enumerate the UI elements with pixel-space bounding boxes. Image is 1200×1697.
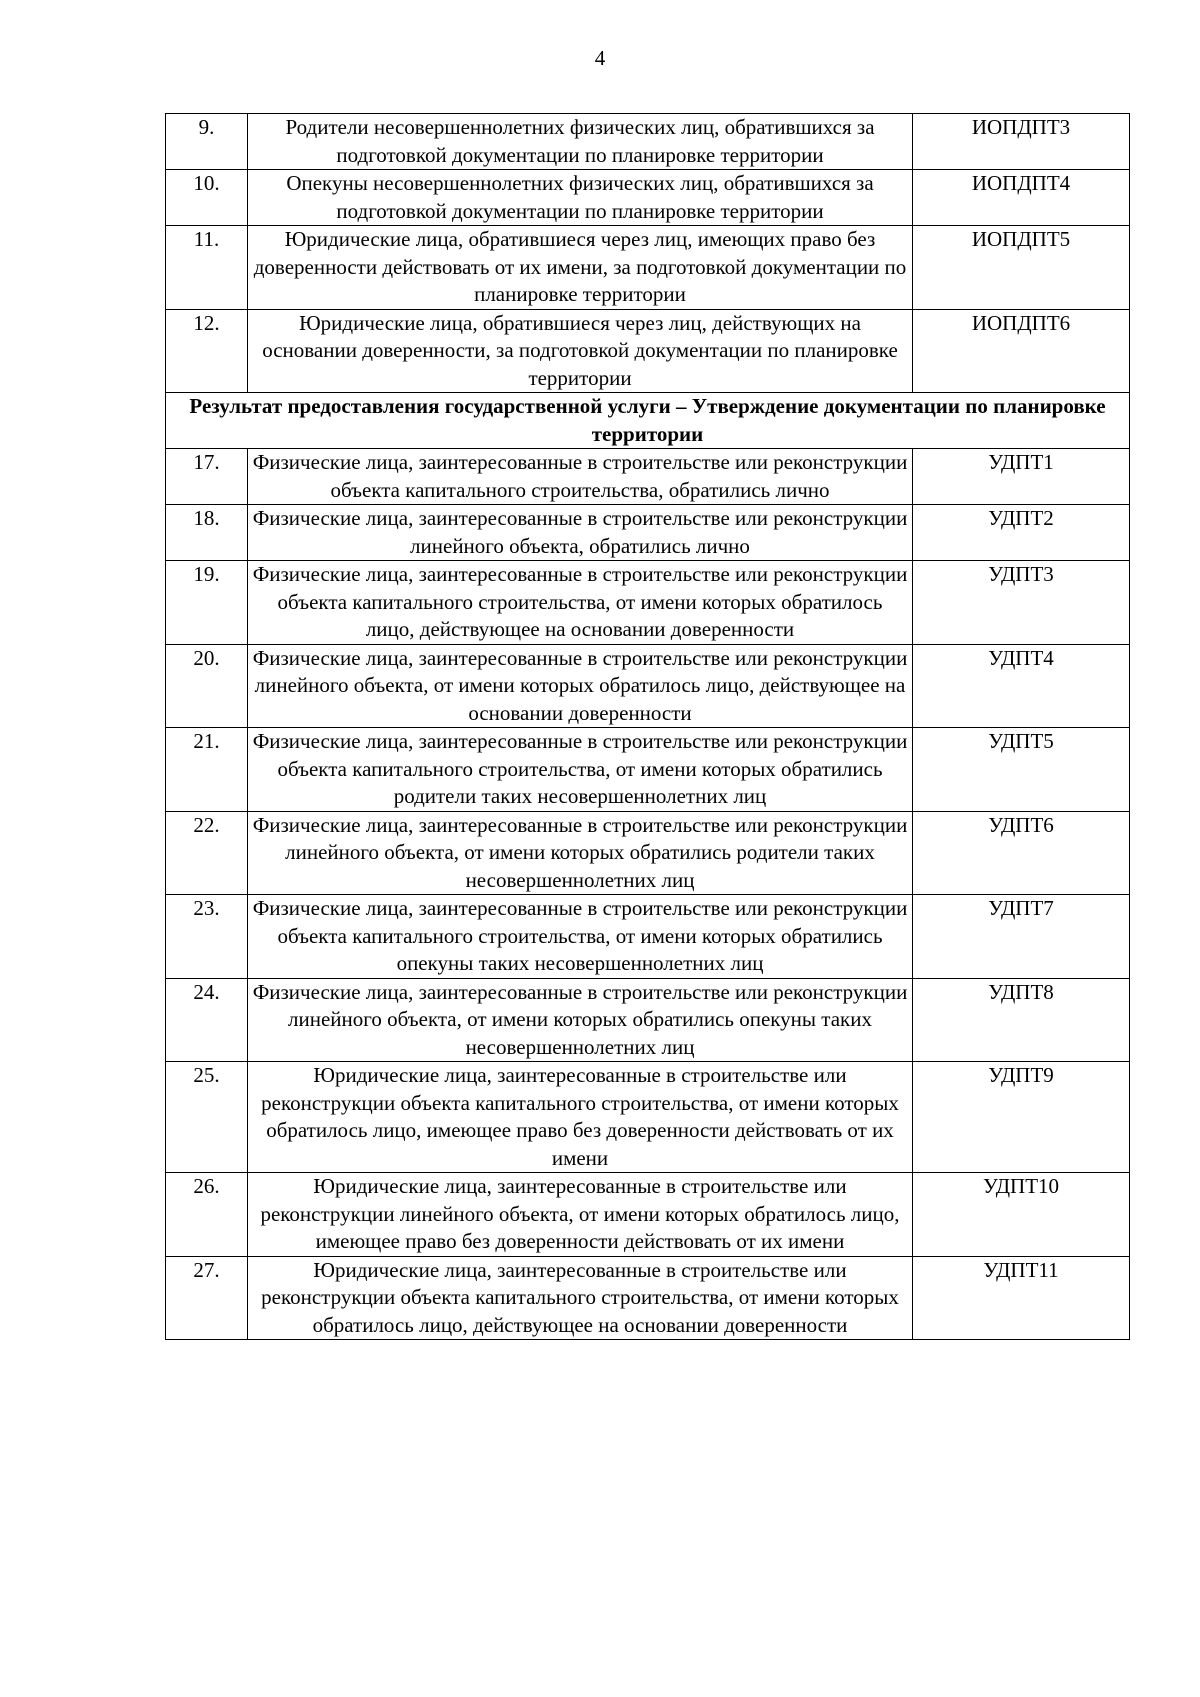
- document-table: [165, 113, 1130, 1340]
- row-number: 24.: [166, 978, 248, 1062]
- row-code: УДПТ1: [913, 449, 1130, 505]
- row-code: УДПТ7: [913, 895, 1130, 979]
- row-description: Физические лица, заинтересованные в строительстве или реконструкции объекта капитального строительства, обратились лично: [248, 449, 913, 505]
- page-number: 4: [594, 46, 606, 70]
- table-row: [166, 505, 1130, 561]
- row-description: Физические лица, заинтересованные в строительстве или реконструкции линейного объекта, от имени которых обратились родители таких несовершеннолетних лиц: [248, 811, 913, 895]
- table-row: [166, 1256, 1130, 1340]
- table-row: [166, 170, 1130, 226]
- row-description: Физические лица, заинтересованные в строительстве или реконструкции объекта капитального строительства, от имени которых обратились опекуны таких несовершеннолетних лиц: [248, 895, 913, 979]
- row-number: 26.: [166, 1173, 248, 1257]
- row-code: ИОПДПТ5: [913, 226, 1130, 310]
- row-description: Опекуны несовершеннолетних физических лиц, обратившихся за подготовкой документации по планировке территории: [248, 170, 913, 226]
- row-number: 19.: [166, 561, 248, 645]
- row-code: УДПТ3: [913, 561, 1130, 645]
- row-description: Юридические лица, заинтересованные в строительстве или реконструкции объекта капитального строительства, от имени которых обратилось лицо, действующее на основании доверенности: [248, 1256, 913, 1340]
- row-number: 21.: [166, 728, 248, 812]
- row-number: 17.: [166, 449, 248, 505]
- row-code: ИОПДПТ3: [913, 114, 1130, 170]
- row-code: УДПТ4: [913, 644, 1130, 728]
- row-number: 22.: [166, 811, 248, 895]
- row-description: Юридические лица, заинтересованные в строительстве или реконструкции линейного объекта, от имени которых обратилось лицо, имеющее право без доверенности действовать от их имени: [248, 1173, 913, 1257]
- row-code: УДПТ11: [913, 1256, 1130, 1340]
- row-number: 27.: [166, 1256, 248, 1340]
- row-description: Юридические лица, обратившиеся через лиц, действующих на основании доверенности, за подготовкой документации по планировке территории: [248, 309, 913, 393]
- table-row: [166, 895, 1130, 979]
- section-header-row: [166, 393, 1130, 449]
- table-row: [166, 728, 1130, 812]
- row-description: Физические лица, заинтересованные в строительстве или реконструкции объекта капитального строительства, от имени которых обратились родители таких несовершеннолетних лиц: [248, 728, 913, 812]
- row-number: 9.: [166, 114, 248, 170]
- row-code: УДПТ5: [913, 728, 1130, 812]
- row-code: УДПТ10: [913, 1173, 1130, 1257]
- row-number: 23.: [166, 895, 248, 979]
- row-code: УДПТ6: [913, 811, 1130, 895]
- row-number: 10.: [166, 170, 248, 226]
- row-description: Физические лица, заинтересованные в строительстве или реконструкции объекта капитального строительства, от имени которых обратилось лицо, действующее на основании доверенности: [248, 561, 913, 645]
- row-code: УДПТ9: [913, 1062, 1130, 1173]
- table-row: [166, 561, 1130, 645]
- table-row: [166, 978, 1130, 1062]
- table-row: [166, 449, 1130, 505]
- row-code: УДПТ2: [913, 505, 1130, 561]
- row-description: Физические лица, заинтересованные в строительстве или реконструкции линейного объекта, обратились лично: [248, 505, 913, 561]
- row-number: 20.: [166, 644, 248, 728]
- table-row: [166, 309, 1130, 393]
- section-header: Результат предоставления государственной услуги – Утверждение документации по планировке территории: [166, 393, 1130, 449]
- row-description: Физические лица, заинтересованные в строительстве или реконструкции линейного объекта, от имени которых обратилось лицо, действующее на основании доверенности: [248, 644, 913, 728]
- table-row: [166, 114, 1130, 170]
- row-description: Родители несовершеннолетних физических лиц, обратившихся за подготовкой документации по планировке территории: [248, 114, 913, 170]
- table-row: [166, 811, 1130, 895]
- table-row: [166, 226, 1130, 310]
- row-number: 18.: [166, 505, 248, 561]
- table-row: [166, 1062, 1130, 1173]
- table-row: [166, 1173, 1130, 1257]
- row-code: УДПТ8: [913, 978, 1130, 1062]
- table-row: [166, 644, 1130, 728]
- row-description: Юридические лица, обратившиеся через лиц, имеющих право без доверенности действовать от их имени, за подготовкой документации по планировке территории: [248, 226, 913, 310]
- row-number: 12.: [166, 309, 248, 393]
- row-description: Физические лица, заинтересованные в строительстве или реконструкции линейного объекта, от имени которых обратились опекуны таких несовершеннолетних лиц: [248, 978, 913, 1062]
- row-number: 11.: [166, 226, 248, 310]
- row-number: 25.: [166, 1062, 248, 1173]
- row-code: ИОПДПТ4: [913, 170, 1130, 226]
- row-code: ИОПДПТ6: [913, 309, 1130, 393]
- row-description: Юридические лица, заинтересованные в строительстве или реконструкции объекта капитального строительства, от имени которых обратилось лицо, имеющее право без доверенности действовать от их имени: [248, 1062, 913, 1173]
